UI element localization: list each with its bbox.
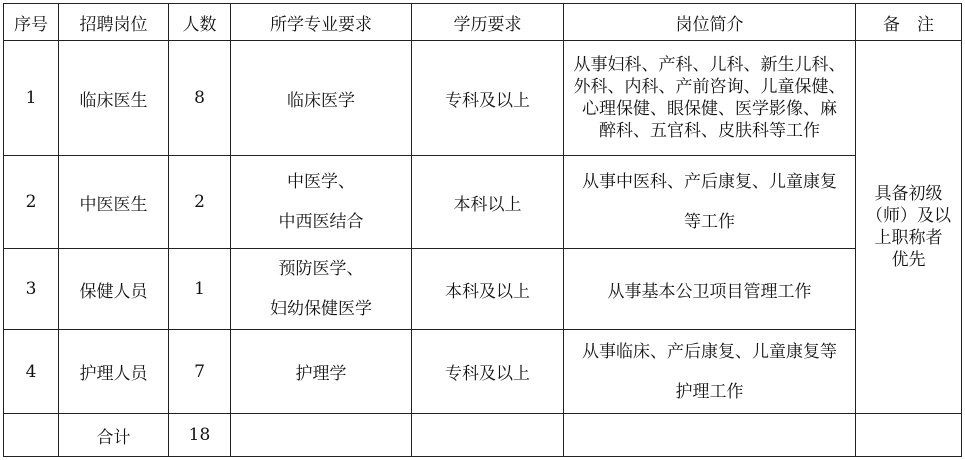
- cell-education: 专科及以上: [412, 41, 564, 156]
- intro-line: 从事中医科、产后康复、儿童康复: [582, 172, 837, 192]
- cell-intro: [564, 330, 856, 414]
- total-row: [4, 414, 962, 457]
- table-row: [4, 41, 962, 156]
- table-row: [4, 249, 962, 330]
- cell-empty: [4, 414, 59, 457]
- cell-major: [231, 249, 412, 330]
- note-line: 上职称者: [874, 228, 943, 248]
- major-line: 中医学、: [287, 172, 355, 192]
- cell-no: 2: [4, 156, 59, 249]
- cell-empty: [856, 414, 962, 457]
- cell-major: 护理学: [231, 330, 412, 414]
- cell-no: 4: [4, 330, 59, 414]
- cell-major: 临床医学: [231, 41, 412, 156]
- cell-intro: [564, 41, 856, 156]
- intro-line: 等工作: [684, 212, 735, 232]
- intro-line: 护理工作: [675, 381, 744, 402]
- header-note: 备 注: [856, 4, 962, 41]
- cell-empty: [564, 414, 856, 457]
- major-line: 预防医学、: [278, 259, 364, 279]
- cell-post: 护理人员: [59, 330, 169, 414]
- header-count: 人数: [169, 4, 231, 41]
- intro-line: 心理保健、眼保健、医学影像、麻: [582, 99, 837, 119]
- cell-count: 1: [169, 249, 231, 330]
- cell-intro: 从事基本公卫项目管理工作: [564, 249, 856, 330]
- cell-count: 7: [169, 330, 231, 414]
- cell-education: 本科以上: [412, 156, 564, 249]
- cell-post: 保健人员: [59, 249, 169, 330]
- cell-major: [231, 156, 412, 249]
- cell-no: 3: [4, 249, 59, 330]
- cell-note: [856, 41, 962, 414]
- header-major: 所学专业要求: [231, 4, 412, 41]
- note-line: 优先: [891, 250, 926, 270]
- intro-line: 从事临床、产后康复、儿童康复等: [582, 341, 837, 362]
- cell-empty: [412, 414, 564, 457]
- cell-no: 1: [4, 41, 59, 156]
- cell-post: 临床医生: [59, 41, 169, 156]
- major-line: 中西医结合: [278, 212, 364, 232]
- cell-education: 本科及以上: [412, 249, 564, 330]
- table-row: [4, 330, 962, 414]
- table-row: [4, 156, 962, 249]
- header-row: [4, 4, 962, 41]
- intro-line: 醉科、五官科、皮肤科等工作: [599, 121, 820, 141]
- note-line: （师）及以: [866, 206, 951, 226]
- cell-education: 专科及以上: [412, 330, 564, 414]
- cell-intro: [564, 156, 856, 249]
- recruitment-table: [3, 3, 962, 457]
- header-education: 学历要求: [412, 4, 564, 41]
- cell-post: 中医医生: [59, 156, 169, 249]
- total-count: 18: [169, 414, 231, 457]
- intro-line: 从事妇科、产科、儿科、新生儿科、: [573, 55, 846, 75]
- header-intro: 岗位简介: [564, 4, 856, 41]
- note-line: 具备初级: [874, 184, 943, 204]
- total-label: 合计: [59, 414, 169, 457]
- intro-line: 外科、内科、产前咨询、儿童保健、: [573, 77, 846, 97]
- header-no: 序号: [4, 4, 59, 41]
- header-post: 招聘岗位: [59, 4, 169, 41]
- cell-count: 2: [169, 156, 231, 249]
- cell-count: 8: [169, 41, 231, 156]
- cell-empty: [231, 414, 412, 457]
- major-line: 妇幼保健医学: [270, 299, 372, 319]
